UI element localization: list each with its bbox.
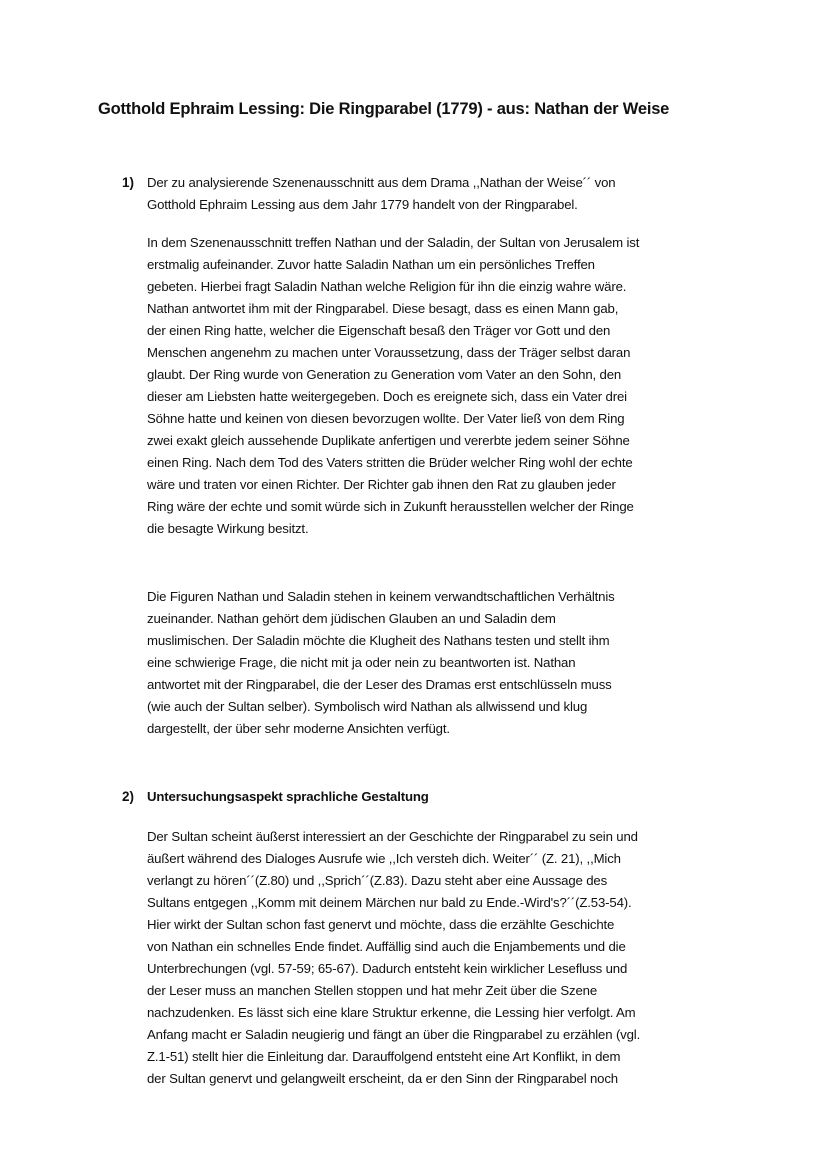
text-line: Menschen angenehm zu machen unter Voraussetzung, dass der Träger selbst daran xyxy=(147,345,631,360)
text-line: gebeten. Hierbei fragt Saladin Nathan welche Religion für ihn die einzig wahre wäre. xyxy=(147,279,627,294)
text-line: Die Figuren Nathan und Saladin stehen in keinem verwandtschaftlichen Verhältnis xyxy=(147,589,615,604)
section-1-characters-paragraph xyxy=(147,586,615,740)
text-line: Nathan antwortet ihm mit der Ringparabel. Diese besagt, dass es einen Mann gab, xyxy=(147,301,619,316)
section-1-intro xyxy=(147,172,615,216)
text-line: dargestellt, der über sehr moderne Ansichten verfügt. xyxy=(147,721,450,736)
text-line: Hier wirkt der Sultan schon fast genervt und möchte, dass die erzählte Geschichte xyxy=(147,917,615,932)
document-title: Gotthold Ephraim Lessing: Die Ringparabel (1779) - aus: Nathan der Weise xyxy=(98,100,670,118)
text-line: Der zu analysierende Szenenausschnitt aus dem Drama ,,Nathan der Weise´´ von xyxy=(147,175,616,190)
text-line: dieser am Liebsten hatte weitergegeben. Doch es ereignete sich, dass ein Vater drei xyxy=(147,389,627,404)
text-line: Gotthold Ephraim Lessing aus dem Jahr 1779 handelt von der Ringparabel. xyxy=(147,197,578,212)
text-line: Ring wäre der echte und somit würde sich in Zukunft herausstellen welcher der Ringe xyxy=(147,499,634,514)
text-line: muslimischen. Der Saladin möchte die Klugheit des Nathans testen und stellt ihm xyxy=(147,633,610,648)
text-line: von Nathan ein schnelles Ende findet. Auffällig sind auch die Enjambements und die xyxy=(147,939,626,954)
section-1-summary-paragraph xyxy=(147,232,639,540)
text-line: der Sultan genervt und gelangweilt erscheint, da er den Sinn der Ringparabel noch xyxy=(147,1071,618,1086)
text-line: (wie auch der Sultan selber). Symbolisch wird Nathan als allwissend und klug xyxy=(147,699,588,714)
text-line: antwortet mit der Ringparabel, die der Leser des Dramas erst entschlüsseln muss xyxy=(147,677,612,692)
section-2-heading: Untersuchungsaspekt sprachliche Gestaltung xyxy=(147,789,429,804)
text-line: erstmalig aufeinander. Zuvor hatte Saladin Nathan um ein persönliches Treffen xyxy=(147,257,595,272)
text-line: Sultans entgegen ,,Komm mit deinem Märchen nur bald zu Ende.-Wird's?´´(Z.53-54). xyxy=(147,895,632,910)
text-line: In dem Szenenausschnitt treffen Nathan und der Saladin, der Sultan von Jerusalem ist xyxy=(147,235,640,250)
section-2-paragraph xyxy=(147,826,640,1090)
text-line: verlangt zu hören´´(Z.80) und ,,Sprich´´(Z.83). Dazu steht aber eine Aussage des xyxy=(147,873,608,888)
text-line: eine schwierige Frage, die nicht mit ja oder nein zu beantworten ist. Nathan xyxy=(147,655,576,670)
text-line: der einen Ring hatte, welcher die Eigenschaft besaß den Träger vor Gott und den xyxy=(147,323,611,338)
text-line: die besagte Wirkung besitzt. xyxy=(147,521,309,536)
text-line: glaubt. Der Ring wurde von Generation zu Generation vom Vater an den Sohn, den xyxy=(147,367,622,382)
text-line: Der Sultan scheint äußerst interessiert an der Geschichte der Ringparabel zu sein und xyxy=(147,829,638,844)
text-line: Anfang macht er Saladin neugierig und fängt an über die Ringparabel zu erzählen (vgl. xyxy=(147,1027,641,1042)
text-line: zueinander. Nathan gehört dem jüdischen Glauben an und Saladin dem xyxy=(147,611,556,626)
text-line: einen Ring. Nach dem Tod des Vaters stritten die Brüder welcher Ring wohl der echte xyxy=(147,455,633,470)
text-line: Unterbrechungen (vgl. 57-59; 65-67). Dadurch entsteht kein wirklicher Lesefluss und xyxy=(147,961,628,976)
text-line: der Leser muss an manchen Stellen stoppen und hat mehr Zeit über die Szene xyxy=(147,983,598,998)
text-line: wäre und traten vor einen Richter. Der Richter gab ihnen den Rat zu glauben jeder xyxy=(147,477,616,492)
section-1-number: 1) xyxy=(122,175,135,190)
text-line: äußert während des Dialoges Ausrufe wie ,,Ich versteh dich. Weiter´´ (Z. 21), ,,Mich xyxy=(147,851,621,866)
text-line: Z.1-51) stellt hier die Einleitung dar. Darauffolgend entsteht eine Art Konflikt, in dem xyxy=(147,1049,621,1064)
text-line: nachzudenken. Es lässt sich eine klare Struktur erkenne, die Lessing hier verfolgt. Am xyxy=(147,1005,636,1020)
text-line: Söhne hatte und keinen von diesen bevorzugen wollte. Der Vater ließ von dem Ring xyxy=(147,411,625,426)
text-line: zwei exakt gleich aussehende Duplikate anfertigen und vererbte jedem seiner Söhne xyxy=(147,433,630,448)
section-2-number: 2) xyxy=(122,789,135,804)
